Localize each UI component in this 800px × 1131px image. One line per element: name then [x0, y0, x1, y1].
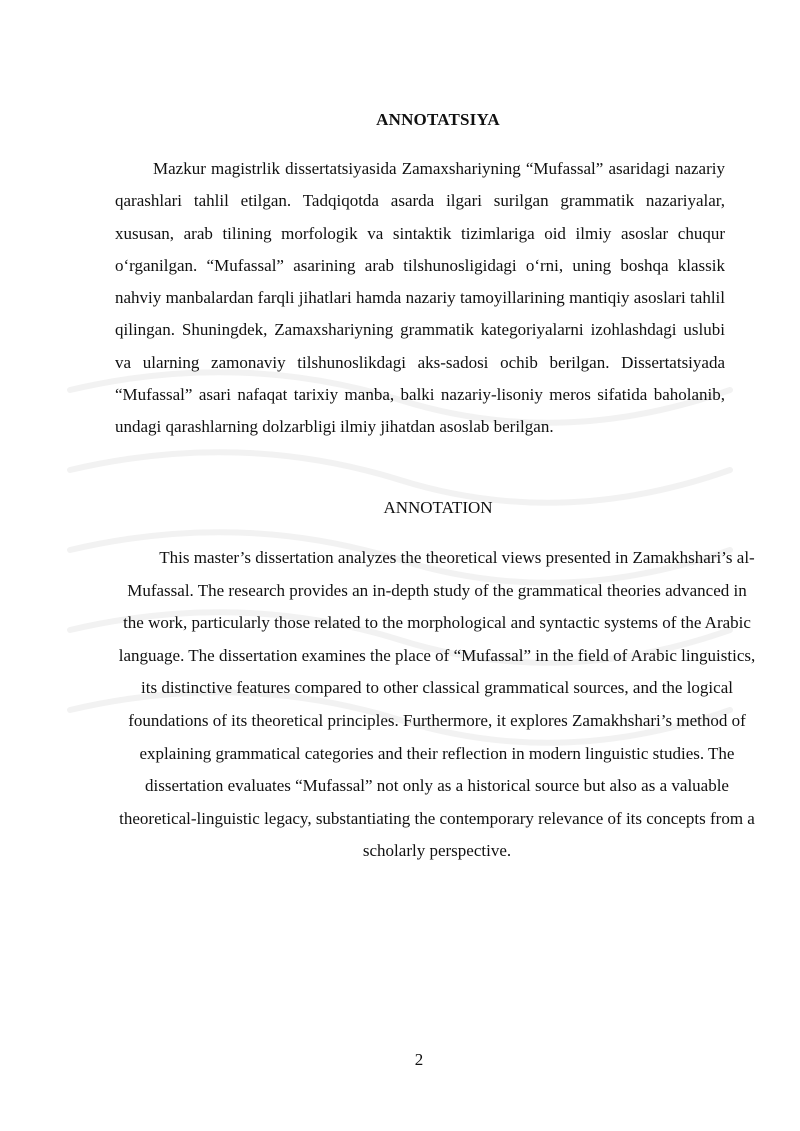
annotation-uz-body: Mazkur magistrlik dissertatsiyasida Zamaxshariyning “Mufassal” asaridagi nazariy qarashlari tahlil etilgan. Tadqiqotda asarda ilgari surilgan grammatik nazariyalar, xususan, arab tilining morfologik va sintaktik tizimlariga oid ilmiy asoslar chuqur o‘rganilgan. “Mufassal” asarining arab tilshunosligidagi o‘rni, uning boshqa klassik nahviy manbalardan farqli jihatlari hamda nazariy tamoyillarining mantiqiy asoslari tahlil qilingan. Shuningdek, Zamaxshariyning grammatik kategoriyalarni izohlashdagi uslubi va ularning zamonaviy tilshunoslikdagi aks-sadosi ochib berilgan. Dissertatsiyada “Mufassal” asari nafaqat tarixiy manba, balki nazariy-lisoniy meros sifatida baholanib, undagi qarashlarning dolzarbligi ilmiy jihatdan asoslab berilgan.: [115, 159, 725, 437]
annotation-en-body: [115, 542, 759, 868]
annotation-uz-title: ANNOTATSIYA: [376, 110, 500, 129]
page-number: 2: [414, 1050, 424, 1069]
annotation-en-text: This master’s dissertation analyzes the theoretical views presented in Zamakhshari’s al-Mufassal. The research provides an in-depth study of the grammatical theories advanced in the work, particularly those related to the morphological and syntactic systems of the Arabic language. The dissertation examines the place of “Mufassal” in the field of Arabic linguistics, its distinctive features compared to other classical grammatical sources, and the logical foundations of its theoretical principles. Furthermore, it explores Zamakhshari’s method of explaining grammatical categories and their reflection in modern linguistic studies. The dissertation evaluates “Mufassal” not only as a historical source but also as a valuable theoretical-linguistic legacy, substantiating the contemporary relevance of its concepts from a scholarly perspective.: [118, 548, 756, 861]
annotation-en-title: ANNOTATION: [383, 498, 493, 517]
